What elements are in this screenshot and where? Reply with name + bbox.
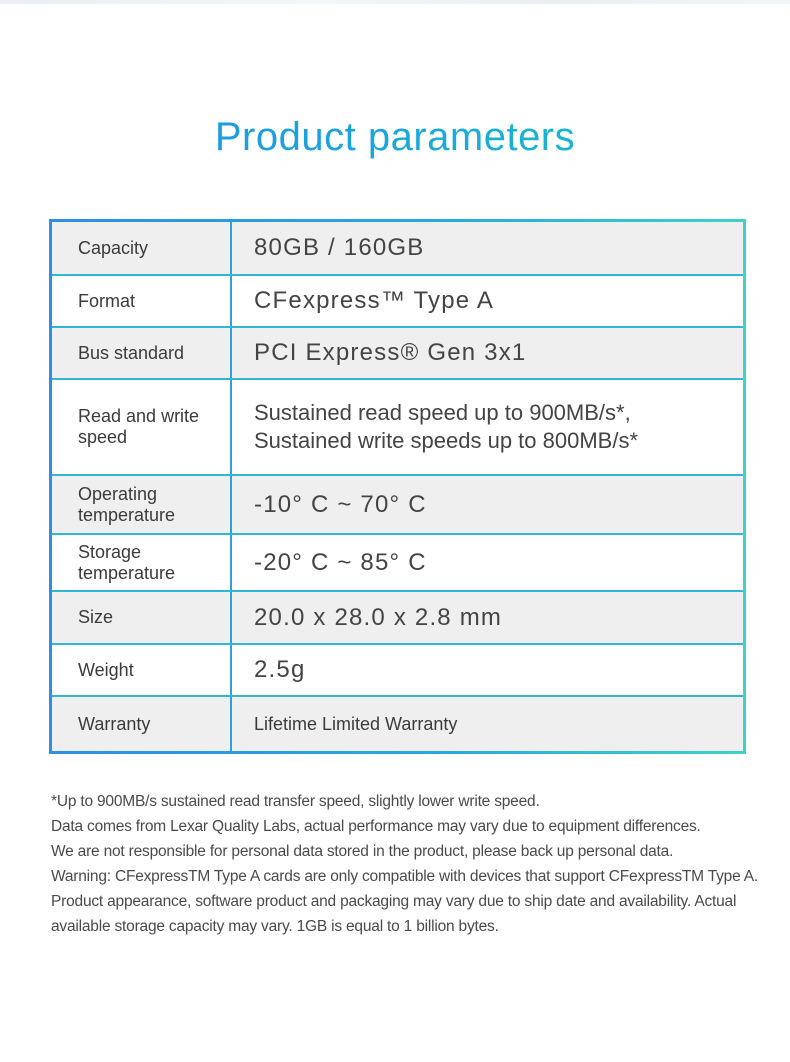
spec-label: Bus standard <box>52 328 232 378</box>
spec-label <box>52 476 232 533</box>
spec-row-warranty <box>52 695 743 751</box>
spec-label <box>52 535 232 590</box>
spec-value-line: Sustained write speeds up to 800MB/s* <box>254 428 639 453</box>
spec-label: Capacity <box>52 222 232 274</box>
spec-label-line: speed <box>78 427 128 447</box>
spec-label-line: temperature <box>78 562 176 583</box>
spec-table <box>49 219 746 754</box>
spec-label: Size <box>52 592 232 643</box>
spec-row-weight <box>52 643 743 695</box>
spec-value: PCI Express® Gen 3x1 <box>254 339 527 366</box>
footnotes <box>51 789 781 939</box>
spec-row-format <box>52 274 743 326</box>
spec-value: Lifetime Limited Warranty <box>254 713 458 734</box>
spec-value-line: Sustained read speed up to 900MB/s*, <box>254 400 631 425</box>
footnote-line: Data comes from Lexar Quality Labs, actual performance may vary due to equipment differences. <box>51 818 701 835</box>
spec-value: -20° C ~ 85° C <box>254 548 427 576</box>
spec-row-read-write-speed <box>52 378 743 474</box>
spec-row-size <box>52 590 743 643</box>
spec-value: -10° C ~ 70° C <box>254 490 427 518</box>
spec-label-line: temperature <box>78 504 176 525</box>
spec-label-line: Operating <box>78 483 158 504</box>
footnote-line: Product appearance, software product and packaging may vary due to ship date and availability. Actual available storage capacity may vary. 1GB is equal to 1 billion bytes. <box>51 893 737 935</box>
spec-value: 80GB / 160GB <box>254 234 425 261</box>
spec-row-capacity <box>52 222 743 274</box>
footnote-line: We are not responsible for personal data stored in the product, please back up personal data. <box>51 843 674 860</box>
page-title: Product parameters <box>0 112 790 162</box>
spec-label: Weight <box>52 645 232 695</box>
spec-label-line: Read and write <box>78 406 200 426</box>
spec-row-bus-standard <box>52 326 743 378</box>
spec-table-body <box>52 222 743 751</box>
spec-value: CFexpress™ Type A <box>254 287 495 314</box>
spec-value: 20.0 x 28.0 x 2.8 mm <box>254 603 503 631</box>
footnote-line: Warning: CFexpressTM Type A cards are only compatible with devices that support CFexpressTM Type A. <box>51 868 758 885</box>
spec-value <box>232 380 743 474</box>
spec-label-line: Storage <box>78 541 142 562</box>
spec-label: Format <box>52 276 232 326</box>
spec-label <box>52 380 232 474</box>
spec-value: 2.5g <box>254 656 306 683</box>
top-decorative-strip <box>0 0 790 4</box>
spec-label: Warranty <box>52 697 232 751</box>
spec-row-operating-temperature <box>52 474 743 533</box>
spec-row-storage-temperature <box>52 533 743 590</box>
footnote-line: *Up to 900MB/s sustained read transfer speed, slightly lower write speed. <box>51 793 540 810</box>
